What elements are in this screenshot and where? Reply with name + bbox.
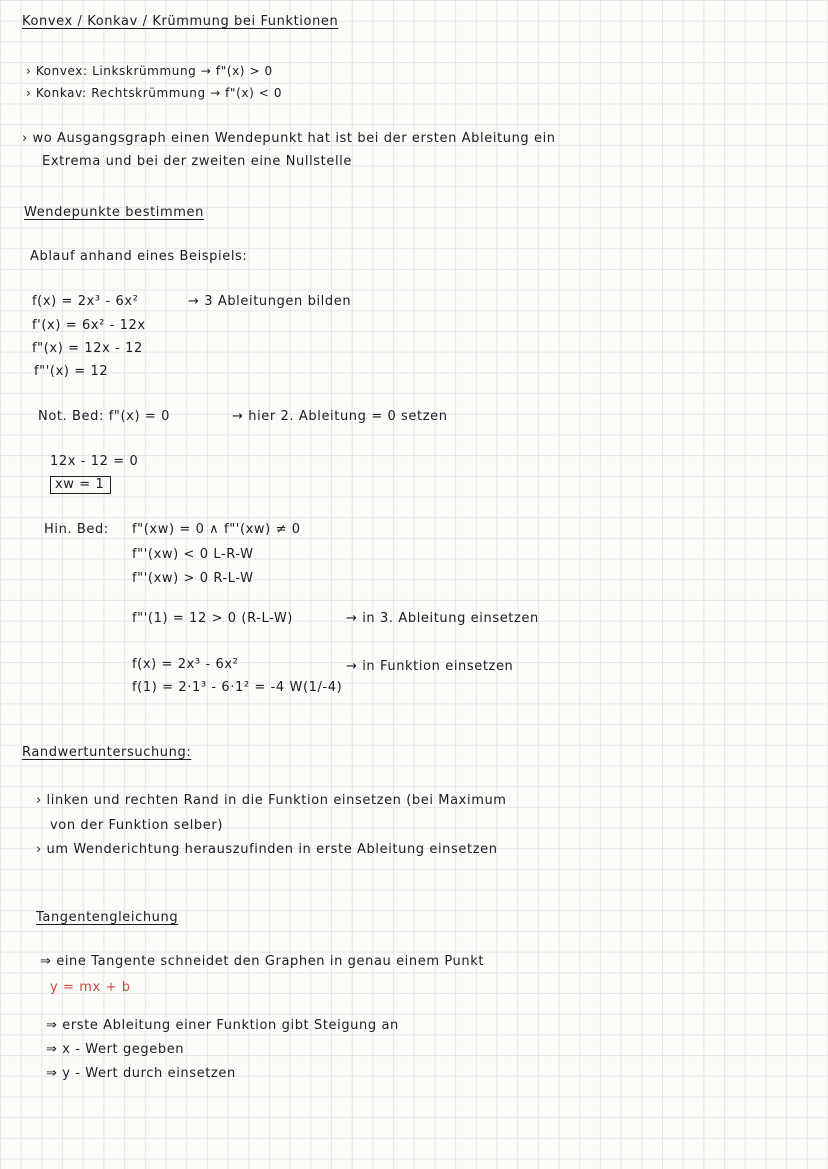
randwert-line1: › linken und rechten Rand in die Funktion einsetzen (bei Maximum [36, 793, 507, 808]
ableitungen-note: → 3 Ableitungen bilden [188, 294, 352, 309]
function-note: → in Funktion einsetzen [346, 659, 514, 674]
ablauf-label: Ablauf anhand eines Beispiels: [30, 249, 248, 264]
konkav-line: › Konkav: Rechtskrümmung → f"(x) < 0 [26, 86, 283, 100]
wendepunkt-result: f(1) = 2·1³ - 6·1² = -4 W(1/-4) [132, 680, 343, 695]
notwendige-note: → hier 2. Ableitung = 0 setzen [232, 409, 448, 424]
equation: 12x - 12 = 0 [50, 454, 139, 469]
randwert-line2: von der Funktion selber) [50, 818, 224, 833]
tangente-formula: y = mx + b [50, 980, 131, 995]
derivative-3: f"'(x) = 12 [34, 364, 109, 379]
randwert-line3: › um Wenderichtung herauszufinden in erste Ableitung einsetzen [36, 842, 498, 857]
tangente-line4: ⇒ y - Wert durch einsetzen [46, 1066, 236, 1081]
check-third-derivative: f"'(1) = 12 > 0 (R-L-W) [132, 611, 293, 626]
section-heading-tangente: Tangentengleichung [36, 910, 179, 925]
tangente-line2: ⇒ erste Ableitung einer Funktion gibt Steigung an [46, 1018, 399, 1033]
intro-paragraph-line2: Extrema und bei der zweiten eine Nullstelle [42, 154, 352, 169]
derivative-1: f'(x) = 6x² - 12x [32, 318, 146, 333]
tangente-line1: ⇒ eine Tangente schneidet den Graphen in genau einem Punkt [40, 954, 485, 969]
hinreichende-label: Hin. Bed: [44, 522, 109, 537]
function-f: f(x) = 2x³ - 6x² [32, 294, 139, 309]
notwendige-bedingung: Not. Bed: f"(x) = 0 [38, 409, 170, 424]
check-note: → in 3. Ableitung einsetzen [346, 611, 539, 626]
section-heading-wendepunkte: Wendepunkte bestimmen [24, 205, 204, 220]
konvex-line: › Konvex: Linkskrümmung → f"(x) > 0 [26, 64, 273, 78]
derivative-2: f"(x) = 12x - 12 [32, 341, 143, 356]
section-heading-randwert: Randwertuntersuchung: [22, 745, 192, 760]
page-title: Konvex / Konkav / Krümmung bei Funktionen [22, 14, 339, 29]
xw-result: xw = 1 [50, 476, 111, 494]
function-repeat: f(x) = 2x³ - 6x² [132, 657, 239, 672]
intro-paragraph-line1: › wo Ausgangsgraph einen Wendepunkt hat ist bei der ersten Ableitung ein [22, 131, 556, 146]
hinreichende-line3: f"'(xw) > 0 R-L-W [132, 571, 254, 586]
hinreichende-line2: f"'(xw) < 0 L-R-W [132, 547, 254, 562]
tangente-line3: ⇒ x - Wert gegeben [46, 1042, 185, 1057]
hinreichende-line1: f"(xw) = 0 ∧ f"'(xw) ≠ 0 [132, 522, 301, 537]
